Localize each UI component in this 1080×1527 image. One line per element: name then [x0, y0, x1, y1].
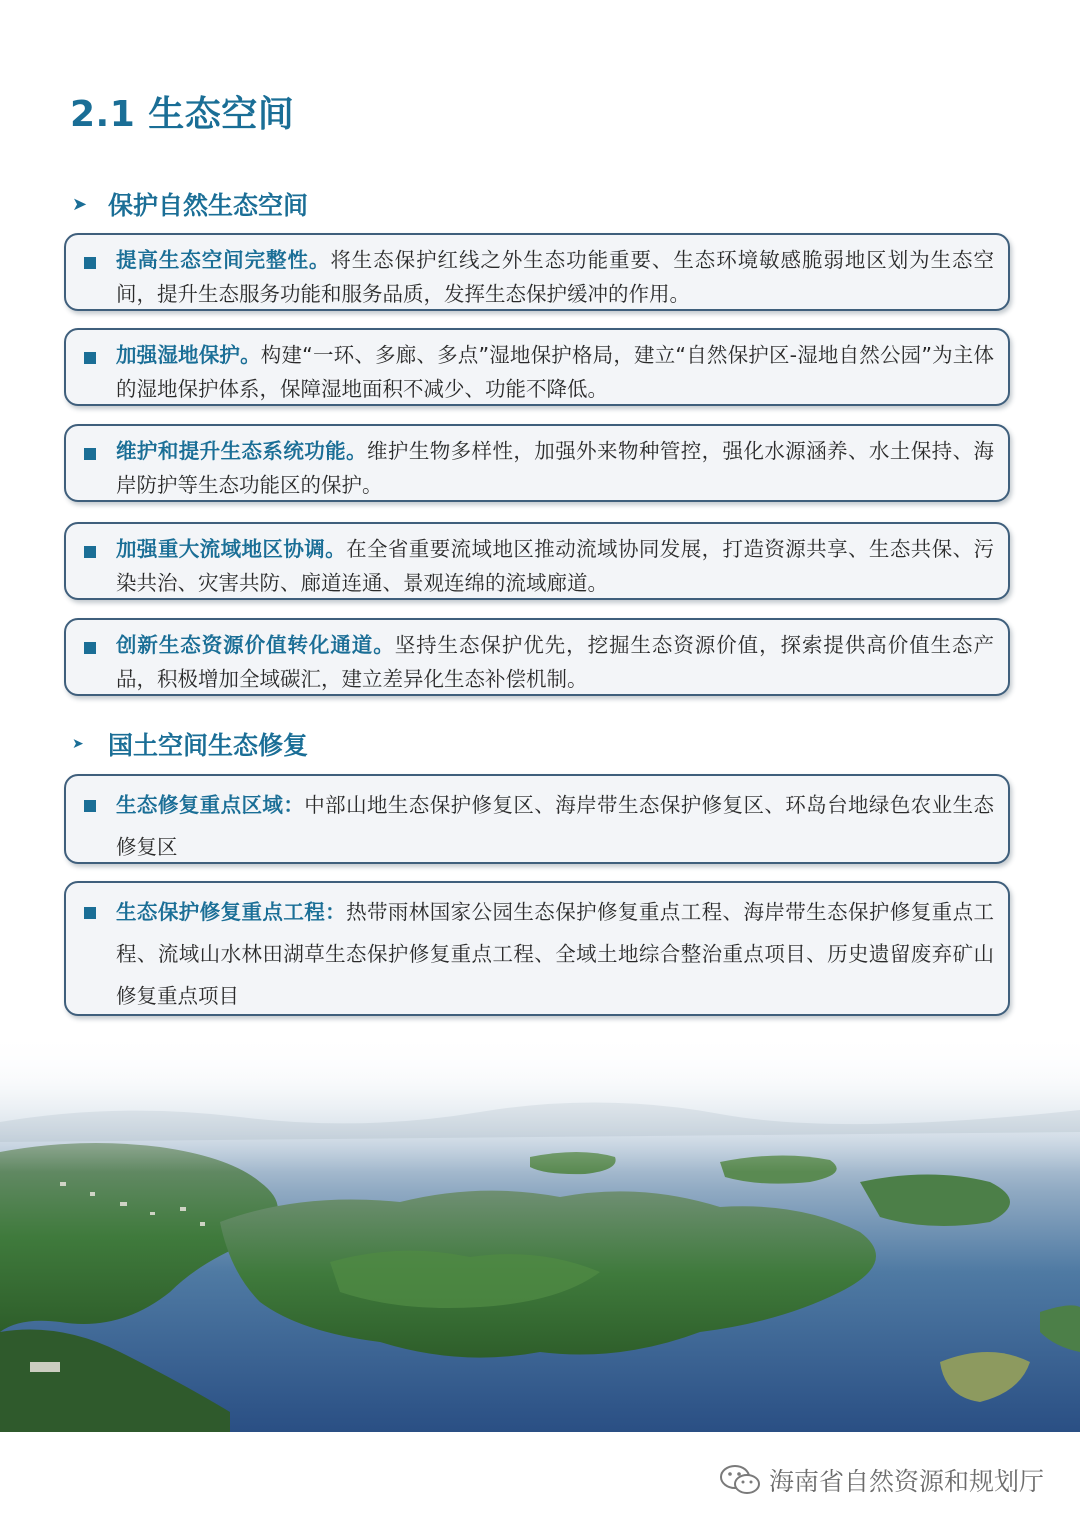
item-body: 构建“一环、多廊、多点”湿地保护格局，建立“自然保护区-湿地自然公园”为主体的湿地保护体系，保障湿地面积不减少、功能不降低。 — [116, 343, 994, 401]
item-body: 中部山地生态保护修复区、海岸带生态保护修复区、环岛台地绿色农业生态修复区 — [116, 793, 995, 859]
item-text — [116, 784, 994, 868]
chevron-right-icon: ➤ — [72, 736, 84, 752]
footer-text: 海南省自然资源和规划厅 — [768, 1467, 1044, 1496]
item-lead: 创新生态资源价值转化通道。 — [116, 633, 395, 657]
item-body: 在全省重要流域地区推动流域协同发展，打造资源共享、生态共保、污染共治、灾害共防、廊道连通、景观连绵的流域廊道。 — [116, 537, 994, 595]
item-text — [116, 243, 994, 311]
item-body: 维护生物多样性，加强外来物种管控，强化水源涵养、水土保持、海岸防护等生态功能区的保护。 — [116, 439, 995, 497]
section-heading-label: 国土空间生态修复 — [108, 731, 309, 760]
aerial-lake-photo — [0, 1032, 1080, 1432]
square-bullet-icon — [84, 352, 96, 364]
section-heading-label: 保护自然生态空间 — [108, 191, 309, 220]
list-item — [64, 618, 1010, 696]
wechat-icon — [719, 1464, 761, 1496]
item-lead: 生态修复重点区域： — [116, 793, 305, 817]
footer-watermark — [719, 1462, 1044, 1498]
item-body: 坚持生态保护优先，挖掘生态资源价值，探索提供高价值生态产品，积极增加全域碳汇，建立差异化生态补偿机制。 — [116, 633, 994, 691]
list-item — [64, 328, 1010, 406]
square-bullet-icon — [84, 642, 96, 654]
item-lead: 维护和提升生态系统功能。 — [116, 439, 367, 463]
list-item — [64, 774, 1010, 864]
square-bullet-icon — [84, 800, 96, 812]
square-bullet-icon — [84, 257, 96, 269]
item-text — [116, 891, 994, 1017]
section-heading-protect — [72, 186, 308, 222]
item-lead: 加强湿地保护。 — [116, 343, 261, 367]
item-text — [116, 628, 994, 696]
item-lead: 加强重大流域地区协调。 — [116, 537, 347, 561]
item-lead: 提高生态空间完整性。 — [116, 248, 331, 272]
section-heading-restore — [72, 726, 308, 762]
item-text — [116, 434, 994, 502]
item-body: 将生态保护红线之外生态功能重要、生态环境敏感脆弱地区划为生态空间，提升生态服务功能和服务品质，发挥生态保护缓冲的作用。 — [116, 248, 994, 306]
item-text — [116, 532, 994, 600]
page-title: 2.1 生态空间 — [70, 94, 295, 135]
item-lead: 生态保护修复重点工程： — [116, 900, 347, 924]
chevron-right-icon: ➤ — [72, 193, 88, 215]
square-bullet-icon — [84, 448, 96, 460]
list-item — [64, 233, 1010, 311]
square-bullet-icon — [84, 546, 96, 558]
item-text — [116, 338, 994, 406]
list-item — [64, 881, 1010, 1016]
square-bullet-icon — [84, 907, 96, 919]
list-item — [64, 424, 1010, 502]
item-body: 热带雨林国家公园生态保护修复重点工程、海岸带生态保护修复重点工程、流域山水林田湖草生态保护修复重点工程、全域土地综合整治重点项目、历史遗留废弃矿山修复重点项目 — [116, 900, 994, 1008]
list-item — [64, 522, 1010, 600]
